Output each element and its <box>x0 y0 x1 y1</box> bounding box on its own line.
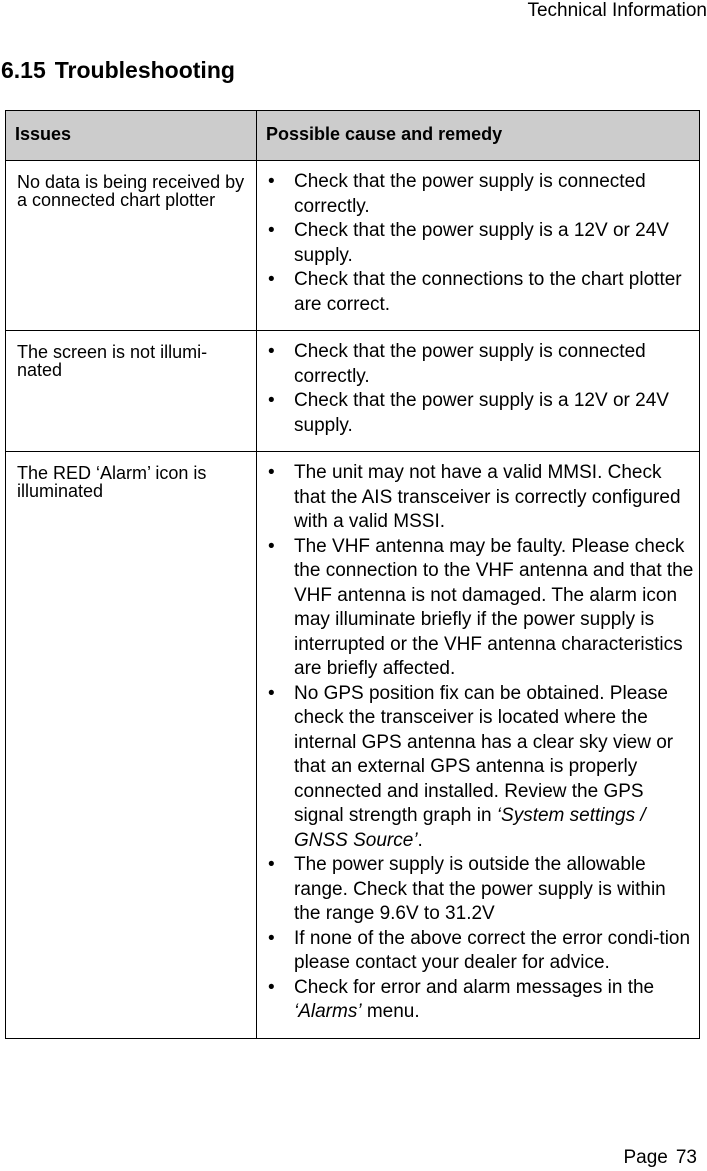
remedy-item: • The unit may not have a valid MMSI. Check that the AIS transceiver is correctly configured with a valid MSSI. <box>268 462 681 532</box>
page-footer <box>623 1147 697 1169</box>
page-label: Page <box>623 1147 668 1168</box>
bullet-icon: • <box>268 269 275 290</box>
running-header: Technical Information <box>527 0 707 21</box>
issue-cell: No data is being received by a connected chart plotter <box>6 161 257 331</box>
remedy-item: • The power supply is outside the allowable range. Check that the power supply is within the range 9.6V to 31.2V <box>268 854 666 924</box>
remedy-item: • No GPS position fix can be obtained. Please check the transceiver is located where the internal GPS antenna has a clear sky view or that an external GPS antenna is properly connected and installed. Review the GPS signal strength graph in ‘System settings / GNSS Source’. <box>268 682 674 851</box>
table-header-row <box>6 111 700 161</box>
bullet-icon: • <box>268 854 275 875</box>
troubleshooting-table <box>5 110 700 1039</box>
remedy-item: • Check for error and alarm messages in the ‘Alarms’ menu. <box>268 976 655 1022</box>
remedy-cell <box>257 331 700 452</box>
issue-cell: The RED ‘Alarm’ icon is illuminated <box>6 452 257 1039</box>
remedy-item: • Check that the power supply is a 12V or 24V supply. <box>268 390 669 436</box>
menu-path-reference: ‘System settings / GNSS Source’ <box>294 805 646 851</box>
remedy-item: • If none of the above correct the error condi-tion please contact your dealer for advice. <box>268 927 691 973</box>
section-title <box>1 56 235 84</box>
page-number: 73 <box>675 1147 697 1168</box>
table-row <box>6 161 700 331</box>
section-number: 6.15 <box>1 57 46 83</box>
remedy-item: • Check that the power supply is connected correctly. <box>268 341 646 387</box>
remedy-cell <box>257 161 700 331</box>
remedy-cell <box>257 452 700 1039</box>
section-title-text: Troubleshooting <box>54 57 235 83</box>
bullet-icon: • <box>268 535 275 557</box>
bullet-icon: • <box>268 927 275 949</box>
remedy-list <box>257 461 699 1025</box>
menu-name-reference: ‘Alarms’ <box>294 1001 362 1022</box>
issue-cell: The screen is not illumi-nated <box>6 331 257 452</box>
remedy-item: • Check that the connections to the chart plotter are correct. <box>268 269 682 315</box>
table-row <box>6 452 700 1039</box>
bullet-icon: • <box>268 390 275 411</box>
remedy-list <box>257 340 699 438</box>
bullet-icon: • <box>268 682 275 704</box>
table-row <box>6 331 700 452</box>
column-header-remedy: Possible cause and remedy <box>257 111 700 161</box>
remedy-item: • The VHF antenna may be faulty. Please check the connection to the VHF antenna and that the VHF antenna is not damaged. The alarm icon may illuminate briefly if the power supply is interrupted or the VHF antenna characteristics are briefly affected. <box>268 535 694 679</box>
column-header-issues: Issues <box>6 111 257 161</box>
bullet-icon: • <box>268 171 275 192</box>
remedy-item: • Check that the power supply is connected correctly. <box>268 171 646 217</box>
bullet-icon: • <box>268 220 275 241</box>
remedy-list <box>257 170 699 317</box>
bullet-icon: • <box>268 462 275 483</box>
bullet-icon: • <box>268 976 275 998</box>
remedy-item: • Check that the power supply is a 12V or 24V supply. <box>268 220 669 266</box>
bullet-icon: • <box>268 341 275 362</box>
